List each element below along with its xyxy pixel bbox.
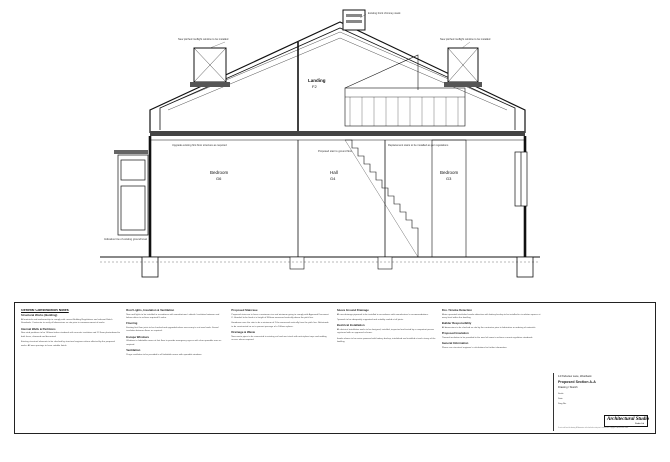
chimney bbox=[343, 10, 365, 30]
note-heading: Proposed Insulation bbox=[441, 331, 469, 336]
notes-column bbox=[126, 309, 225, 429]
note-heading: Structural Works (Building) bbox=[21, 313, 58, 318]
field-date: Date bbox=[558, 398, 563, 400]
notes-column bbox=[442, 309, 541, 429]
note-text: New roof lights to be installed in accordance with manufacturer's details. Insulation between and below rafters to achieve required U-value. bbox=[126, 313, 220, 319]
porch bbox=[114, 150, 148, 235]
upper-floor-structure bbox=[298, 42, 465, 133]
note-text: All dimensions to be checked on site by the contractor prior to fabrication or ordering of materials. bbox=[441, 327, 536, 329]
first-floor-slab bbox=[150, 131, 525, 140]
note-heading: Builder Responsibility bbox=[441, 321, 472, 326]
field-drawing-number: Dwg No. bbox=[558, 403, 567, 405]
drawing-title: Proposed Section A-A bbox=[558, 380, 596, 384]
note-text: New waste pipes to be connected to existing soil and vent stack with anti-siphon traps and rodding access where required. bbox=[231, 335, 327, 342]
note-text: All materials and workmanship to comply with current Building Regulations and relevant British Standards. Contractor to verify all dimensions on site prior to commencement of works. bbox=[21, 319, 113, 325]
note-text: All electrical installation works to be designed, installed, inspected and tested by a competent person registered with an approved scheme. bbox=[336, 329, 435, 335]
note-text: Smoke alarms to be mains powered with battery backup, interlinked and installed at each storey of the dwelling. bbox=[336, 337, 436, 344]
note-text: New stud partitions to be 100mm timber studwork with acoustic insulation and 12.5mm plasterboard to both faces, skimmed and decorated. bbox=[21, 332, 120, 338]
note-heading: Escape Windows bbox=[126, 334, 150, 339]
disclaimer: Do not scale from this drawing. All dimensions to be checked on site prior to construction. Copyright of Architectural Studio. bbox=[558, 428, 629, 429]
note-text: Windows to habitable rooms at first floor to provide emergency egress with clear openable area as required. bbox=[126, 340, 222, 346]
notes-heading: General Construction Notes bbox=[21, 309, 69, 312]
label-hall: Hall bbox=[330, 170, 338, 175]
studio-subtitle: Studio Ltd bbox=[635, 423, 645, 425]
ground-floor-walls bbox=[150, 136, 525, 257]
note-heading: Electrical Installation bbox=[336, 323, 365, 328]
label-hall-ref: G4 bbox=[330, 176, 336, 181]
field-scale: Scale bbox=[558, 393, 564, 395]
label-landing-ref: F2 bbox=[312, 84, 317, 89]
annot-window-right: New pitched rooflight window to be installed bbox=[440, 38, 491, 41]
annot-window-left: New pitched rooflight window to be installed bbox=[178, 38, 229, 41]
studio-name: Architectural Studio bbox=[607, 417, 650, 422]
notes-column bbox=[337, 309, 436, 429]
title-block bbox=[553, 373, 651, 431]
label-bedroom-right: Bedroom bbox=[440, 170, 459, 175]
note-text: Purge ventilation to be provided to all habitable rooms with openable windows. bbox=[126, 353, 203, 356]
note-text: Please see structural engineer's calculations for further information. bbox=[441, 347, 508, 349]
note-text: Existing first floor joists to be checked and upgraded where necessary to suit new loads. Sound insulation between floors as required. bbox=[126, 327, 219, 333]
note-text: Mains operated interlinked smoke detection with battery backup to be installed in circulation spaces at every level within the dwelling. bbox=[441, 313, 541, 319]
annot-ground: Indicative line of existing ground level bbox=[104, 238, 147, 241]
right-bay bbox=[515, 152, 527, 206]
note-heading: Fire / Smoke Detection bbox=[441, 309, 472, 312]
notes-column bbox=[231, 309, 330, 429]
note-heading: Proposed Staircase bbox=[231, 309, 258, 312]
note-text: Headroom over the stair to be a minimum of 2.0m measured vertically from the pitch line. Balustrade to be constructed so as to prevent passage of a 100mm sphere. bbox=[231, 322, 329, 328]
construction-notes bbox=[21, 309, 541, 429]
label-bedroom-right-ref: G3 bbox=[446, 176, 452, 181]
annot-chimney: Existing brick chimney stack bbox=[368, 12, 401, 15]
note-text: Pipework to be adequately supported and suitably sealed at all joints. bbox=[336, 319, 404, 321]
annot-stairs: Proposed stair to ground floor bbox=[318, 150, 353, 153]
note-text: Proposed staircase to have a maximum rise and minimum going to comply with Approved Document K. Handrail to be fixed at a height of 900mm measured vertically above the pitch line. bbox=[231, 313, 329, 319]
note-heading: Roof Lights, Insulation & Ventilation bbox=[126, 309, 175, 312]
note-heading: Ventilation bbox=[126, 348, 141, 353]
staircase bbox=[345, 140, 418, 257]
note-heading: Drainage & Waste bbox=[231, 330, 256, 335]
note-text: All new drainage pipework to be installed in accordance with manufacturer's recommendations. bbox=[336, 313, 429, 316]
window-right bbox=[444, 48, 482, 87]
note-text: Existing structural elements to be checked by structural engineer where affected by the proposed works. All new openings to have suitable lintels. bbox=[21, 341, 115, 347]
note-heading: Internal Walls & Partitions bbox=[21, 326, 56, 331]
project-address: 14 Parkview Lane, Westbank bbox=[558, 375, 592, 378]
notes-sheet bbox=[14, 302, 656, 434]
note-heading: Flooring bbox=[126, 321, 138, 326]
annot-floor-right: Replacement stairs to be installed as per regulations bbox=[388, 144, 449, 147]
note-text: Thermal insulation to be provided to the new loft room to achieve current regulation standards. bbox=[441, 337, 534, 339]
ground-level bbox=[100, 257, 540, 277]
notes-column bbox=[21, 309, 120, 429]
label-landing: Landing bbox=[308, 78, 326, 83]
note-heading: General Information bbox=[441, 341, 469, 346]
label-bedroom-left-ref: G6 bbox=[216, 176, 222, 181]
drawing-subtitle: Drawing / Sketch bbox=[558, 386, 578, 389]
annot-floor: Upgrade existing first floor structure as required bbox=[172, 144, 227, 147]
label-bedroom-left: Bedroom bbox=[210, 170, 229, 175]
note-heading: Above Ground Drainage bbox=[336, 309, 369, 312]
window-left bbox=[190, 48, 230, 87]
studio-logo bbox=[604, 415, 648, 427]
